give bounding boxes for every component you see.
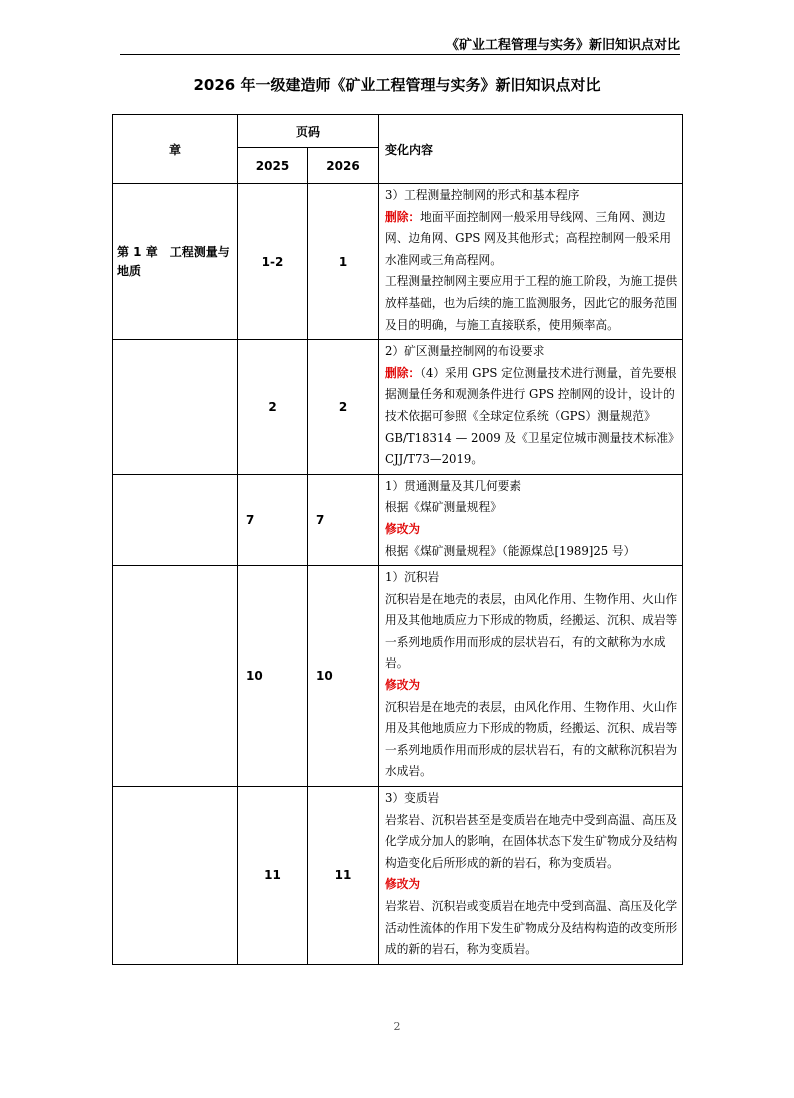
change-line — [385, 541, 678, 563]
change-content-cell — [379, 184, 683, 340]
change-line — [385, 896, 678, 961]
comparison-table — [112, 114, 683, 965]
change-content-cell — [379, 566, 683, 787]
page-2025-cell: 2 — [238, 340, 308, 475]
change-line — [385, 567, 678, 589]
change-type-label: 修改为 — [385, 678, 421, 693]
change-content-cell — [379, 787, 683, 965]
change-text: 岩浆岩、沉积岩或变质岩在地壳中受到高温、高压及化学活动性流体的作用下发生矿物成分及结构构造的改变所形成的新的岩石，称为变质岩。 — [385, 899, 678, 957]
table-row — [113, 474, 683, 565]
change-text: 1）贯通测量及其几何要素 — [385, 478, 522, 493]
page-2025-cell: 1-2 — [238, 184, 308, 340]
change-type-label: 修改为 — [385, 877, 421, 892]
document-title: 2026 年一级建造师《矿业工程管理与实务》新旧知识点对比 — [193, 76, 601, 94]
chapter-cell — [113, 474, 238, 565]
change-line — [385, 519, 678, 541]
page-2026-cell: 7 — [308, 474, 379, 565]
column-header-year-2025: 2025 — [238, 148, 308, 184]
change-text: 根据《煤矿测量规程》（能源煤总[1989]25 号） — [385, 543, 636, 558]
column-header-chapter: 章 — [113, 115, 238, 184]
running-header: 《矿业工程管理与实务》新旧知识点对比 — [445, 38, 680, 53]
change-text: 工程测量控制网主要应用于工程的施工阶段，为施工提供放样基础，也为后续的施工监测服务，因此它的服务范围及目的明确，与施工直接联系，使用频率高。 — [385, 274, 678, 332]
change-text: 根据《煤矿测量规程》 — [385, 500, 502, 515]
change-type-label: 删除： — [385, 365, 421, 380]
change-line — [385, 497, 678, 519]
table-row — [113, 787, 683, 965]
change-type-label: 删除： — [385, 209, 421, 224]
change-line — [385, 675, 678, 697]
change-line — [385, 788, 678, 810]
change-line — [385, 874, 678, 896]
page-2025-cell: 11 — [238, 787, 308, 965]
page-2025-cell: 10 — [238, 566, 308, 787]
chapter-cell — [113, 340, 238, 475]
page-2026-cell: 2 — [308, 340, 379, 475]
table-row — [113, 566, 683, 787]
change-text: 3）工程测量控制网的形式和基本程序 — [385, 188, 580, 202]
column-header-change: 变化内容 — [379, 115, 683, 184]
table-body — [113, 184, 683, 965]
page-2026-cell: 10 — [308, 566, 379, 787]
table-row — [113, 184, 683, 340]
change-line — [385, 207, 678, 272]
chapter-cell — [113, 566, 238, 787]
table-row — [113, 340, 683, 475]
chapter-cell: 第 1 章 工程测量与地质 — [113, 184, 238, 340]
page-2026-cell: 1 — [308, 184, 379, 340]
change-type-label: 修改为 — [385, 521, 421, 536]
change-line — [385, 363, 678, 471]
change-text: （4）采用 GPS 定位测量技术进行测量，首先要根据测量任务和观测条件进行 GPS 控制网的设计，设计的技术依据可参照《全球定位系统（GPS）测量规范》GB/T18314 — 2009 及《卫星定位城市测量技术标准》CJJ/T73—2019。 — [385, 365, 677, 467]
change-line — [385, 271, 678, 336]
column-header-year-2026: 2026 — [308, 148, 379, 184]
change-text: 岩浆岩、沉积岩甚至是变质岩在地壳中受到高温、高压及化学成分加人的影响，在固体状态下发生矿物成分及结构构造变化后所形成的新的岩石，称为变质岩。 — [385, 812, 678, 870]
change-line — [385, 476, 678, 498]
change-line — [385, 697, 678, 783]
change-line — [385, 810, 678, 875]
column-header-pages: 页码 — [238, 115, 379, 148]
change-line — [385, 341, 678, 363]
change-text: 3）变质岩 — [385, 791, 440, 806]
change-content-cell — [379, 474, 683, 565]
page-2026-cell: 11 — [308, 787, 379, 965]
change-text: 沉积岩是在地壳的表层，由风化作用、生物作用、火山作用及其他地质应力下形成的物质，经搬运、沉积、成岩等一系列地质作用而形成的层状岩石，有的文献称沉积岩为水成岩。 — [385, 699, 678, 779]
change-text: 1）沉积岩 — [385, 570, 440, 585]
header-rule — [120, 54, 680, 55]
change-content-cell — [379, 340, 683, 475]
change-text: 地面平面控制网一般采用导线网、三角网、测边网、边角网、GPS 网及其他形式；高程控制网一般采用水准网或三角高程网。 — [385, 209, 672, 267]
chapter-cell — [113, 787, 238, 965]
change-text: 沉积岩是在地壳的表层，由风化作用、生物作用、火山作用及其他地质应力下形成的物质，经搬运、沉积、成岩等一系列地质作用而形成的层状岩石，有的文献称为水成岩。 — [385, 591, 678, 671]
page-number: 2 — [393, 1020, 401, 1033]
page-2025-cell: 7 — [238, 474, 308, 565]
change-text: 2）矿区测量控制网的布设要求 — [385, 344, 545, 359]
change-line — [385, 185, 678, 207]
change-line — [385, 589, 678, 675]
